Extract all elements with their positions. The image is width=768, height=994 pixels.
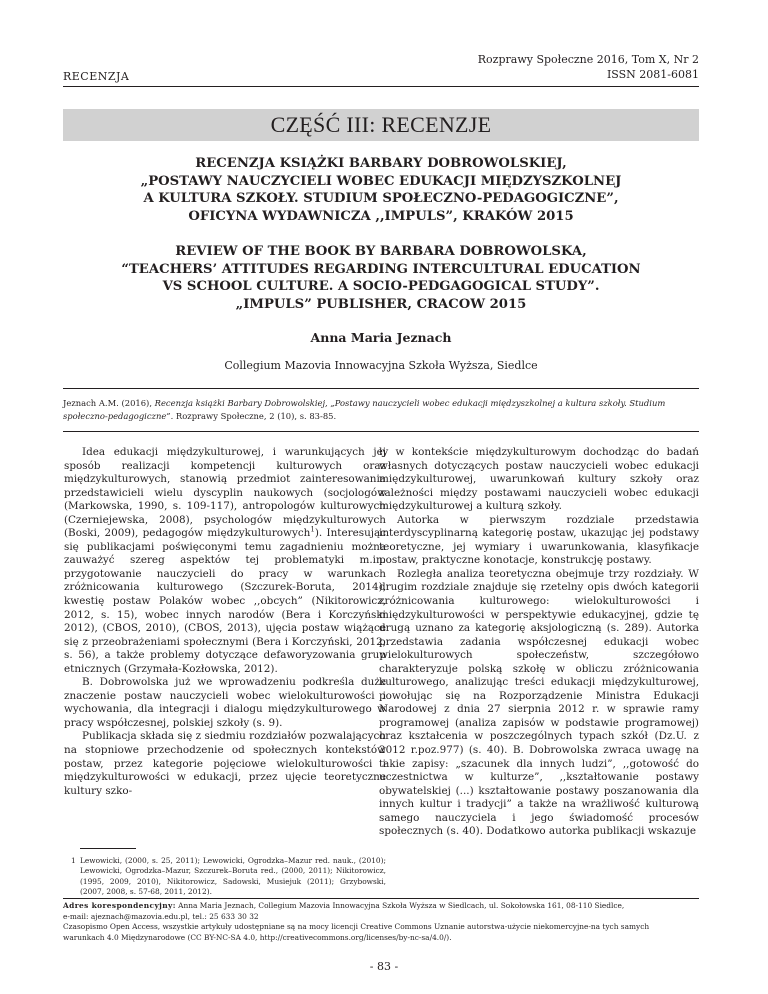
title-en-line: REVIEW OF THE BOOK BY BARBARA DOBROWOLSKA, (175, 244, 587, 259)
body-column-left (64, 446, 386, 798)
title-pl-line: A KULTURA SZKOŁY. STUDIUM SPOŁECZNO-PEDAGOGICZNE”, (143, 191, 619, 206)
footnote-text: Lewowicki, (2000, s. 25, 2011); Lewowicki, Ogrodzka–Mazur red. nauk., (2010); Lewowicki, Ogrodzka–Mazur, Szczurek–Boruta red., (2000, 2011); Nikitorowicz, (1995, 2009, 2010), Nikitorowicz, Sadowski, Musiejuk (2011); Grzybowski, (2007, 2008, s. 57-68, 2011, 2012). (80, 856, 386, 897)
journal-line-2: ISSN 2081-6081 (606, 68, 699, 81)
contact-address-text: Anna Maria Jeznach, Collegium Mazovia Innowacyjna Szkoła Wyższa w Siedlcach, ul. Sokołowska 161, 08-110 Siedlce, (175, 901, 625, 910)
section-label: RECENZJA (63, 70, 130, 83)
footnote-ref: 1 (310, 525, 315, 534)
paragraph-text: ). Interesując się publikacjami poświęconymi temu zagadnieniu można zauważyć szereg aspektów tej problematyki m.in. przygotowanie nauczycieli do pracy w warunkach zróżnicowania kulturowego (Szczurek-Boruta, 2014), kwestię postaw Polaków wobec ,,obcych” (Nikitorowicz, 2012, s. 15), wobec innych narodów (Bera i Korczyński 2012), (CBOS, 2010), (CBOS, 2013), ujęcia postaw wiążące się z przeobrażeniami społecznymi (Bera i Korczyński, 2012, s. 56), a także problemy dotyczące defaworyzowania grup etnicznych (Grzymała-Kozłowska, 2012). (64, 527, 386, 675)
title-pl-line: RECENZJA KSIĄŻKI BARBARY DOBROWOLSKIEJ, (195, 156, 567, 171)
citation-title: Recenzja książki Barbary Dobrowolskiej, „Postawy nauczycieli wobec edukacji międzyszkolnej a kultura szkoły. Studium społeczno-pedagogiczne”. (63, 398, 666, 421)
part-heading: CZĘŚĆ III: RECENZJE (63, 109, 699, 141)
contact-label: Adres korespondencyjny: (63, 901, 176, 910)
citation-suffix: Rozprawy Społeczne, 2 (10), s. 83-85. (173, 410, 337, 421)
journal-info (478, 52, 699, 82)
header-divider (63, 86, 699, 87)
contact-address (63, 901, 699, 912)
citation-divider-bottom (63, 431, 699, 432)
title-en-line: “TEACHERS’ ATTITUDES REGARDING INTERCULTURAL EDUCATION (121, 261, 641, 277)
title-polish (63, 155, 699, 225)
title-pl-line: „POSTAWY NAUCZYCIELI WOBEC EDUKACJI MIĘDZYSZKOLNEJ (140, 173, 622, 189)
license-line: Czasopismo Open Access, wszystkie artykuły udostępniane są na mocy licencji Creative Commons Uznanie autorstwa-użycie niekomercyjne-na tych samych (63, 922, 650, 932)
body-column-right (379, 446, 699, 839)
paragraph-text: Idea edukacji międzykulturowej, i warunkujących jej sposób realizacji kompetencji kulturowych oraz międzykulturowych, stanowią przedmiot zainteresowania przedstawicieli wielu dyscyplin naukowych (socjologów (Markowska, 1990, s. 109-117), antropologów kulturowych (Czerniejewska, 2008), psychologów międzykulturowych (Boski, 2009), pedagogów międzykulturowych (64, 446, 386, 540)
paragraph: ły w kontekście międzykulturowym dochodząc do badań własnych dotyczących postaw nauczycieli wobec edukacji międzykulturowej, uwarunkowań kultury szkoły oraz zależności między postawami nauczycieli wobec edukacji międzykulturowej a kulturą szkoły. (379, 446, 699, 513)
license-line: warunkach 4.0 Międzynarodowe (CC BY-NC-SA 4.0, http://creativecommons.org/licenses/by-nc-sa/4.0/). (63, 932, 452, 942)
footnote-number: 1 (71, 856, 76, 865)
paragraph: Rozległa analiza teoretyczna obejmuje trzy rozdziały. W drugim rozdziale znajduje się rzetelny opis dwóch kategorii zróżnicowania kulturowego: wielokulturowości i międzykulturowości w perspektywie edukacyjnej, gdzie tę drugą uznano za kategorię aksjologiczną (s. 289). Autorka przedstawia zadania współczesnej edukacji wobec wielokulturowych społeczeństw, szczegółowo charakteryzuje polską szkołę w obliczu zróżnicowania kulturowego, analizując treści edukacji międzykulturowej, powołując się na Rozporządzenie Ministra Edukacji Narodowej z dnia 27 sierpnia 2012 r. w sprawie ramy programowej (analiza zapisów w podstawie programowej) oraz kształcenia w poszczególnych typach szkół (Dz.U. z 2012 r.poz.977) (s. 40). B. Dobrowolska zwraca uwagę na takie zapisy: „szacunek dla innych ludzi”, ,,gotowość do uczestnictwa w kulturze”, ,,kształtowanie postawy obywatelskiej (...) kształtowanie postawy poszanowania dla innych kultur i tradycji” a także na wrażliwość kulturową samego nauczyciela i jego świadomość procesów społecznych (s. 40). Dodatkowo autorka publikacji wskazuje (379, 567, 699, 838)
page-number: - 83 - (369, 960, 399, 973)
footnote-divider (80, 848, 136, 849)
citation-prefix: Jeznach A.M. (2016), (63, 398, 155, 408)
author-name: Anna Maria Jeznach (310, 330, 452, 345)
footnote (71, 856, 386, 898)
title-en-line: VS SCHOOL CULTURE. A SOCIO-PEDGAGOGICAL STUDY”. (162, 279, 600, 294)
author-affiliation: Collegium Mazovia Innowacyjna Szkoła Wyższa, Siedlce (224, 359, 538, 372)
contact-email: e-mail: ajeznach@mazovia.edu.pl, tel.: 25 633 30 32 (63, 911, 259, 921)
title-en-line: „IMPULS” PUBLISHER, CRACOW 2015 (235, 296, 527, 312)
citation-divider-top (63, 388, 699, 389)
title-pl-line: OFICYNA WYDAWNICZA ,,IMPULS”, KRAKÓW 2015 (188, 208, 574, 224)
paragraph (64, 446, 386, 676)
paragraph: Autorka w pierwszym rozdziale przedstawia interdyscyplinarną kategorię postaw, ukazując jej podstawy teoretyczne, jej wymiary i uwarunkowania, klasyfikacje postaw, praktyczne konotacje, konstrukcję postawy. (379, 513, 699, 567)
paragraph: B. Dobrowolska już we wprowadzeniu podkreśla duże znaczenie postaw nauczycieli wobec wielokulturowości i wychowania, dla integracji i dialogu międzykulturowego w pracy współczesnej, polskiej szkoły (s. 9). (64, 676, 386, 729)
paragraph: Publikacja składa się z siedmiu rozdziałów pozwalających na stopniowe przechodzenie od społecznych kontekstów postaw, przez kategorie pojęciowe wielokulturowości i międzykulturowości w edukacji, przez ujęcie teoretyczne kultury szko- (64, 730, 386, 797)
correspondence (63, 901, 699, 943)
contact-divider (63, 898, 699, 899)
title-english (63, 243, 699, 313)
citation (63, 397, 699, 422)
journal-line-1: Rozprawy Społeczne 2016, Tom X, Nr 2 (477, 53, 699, 66)
